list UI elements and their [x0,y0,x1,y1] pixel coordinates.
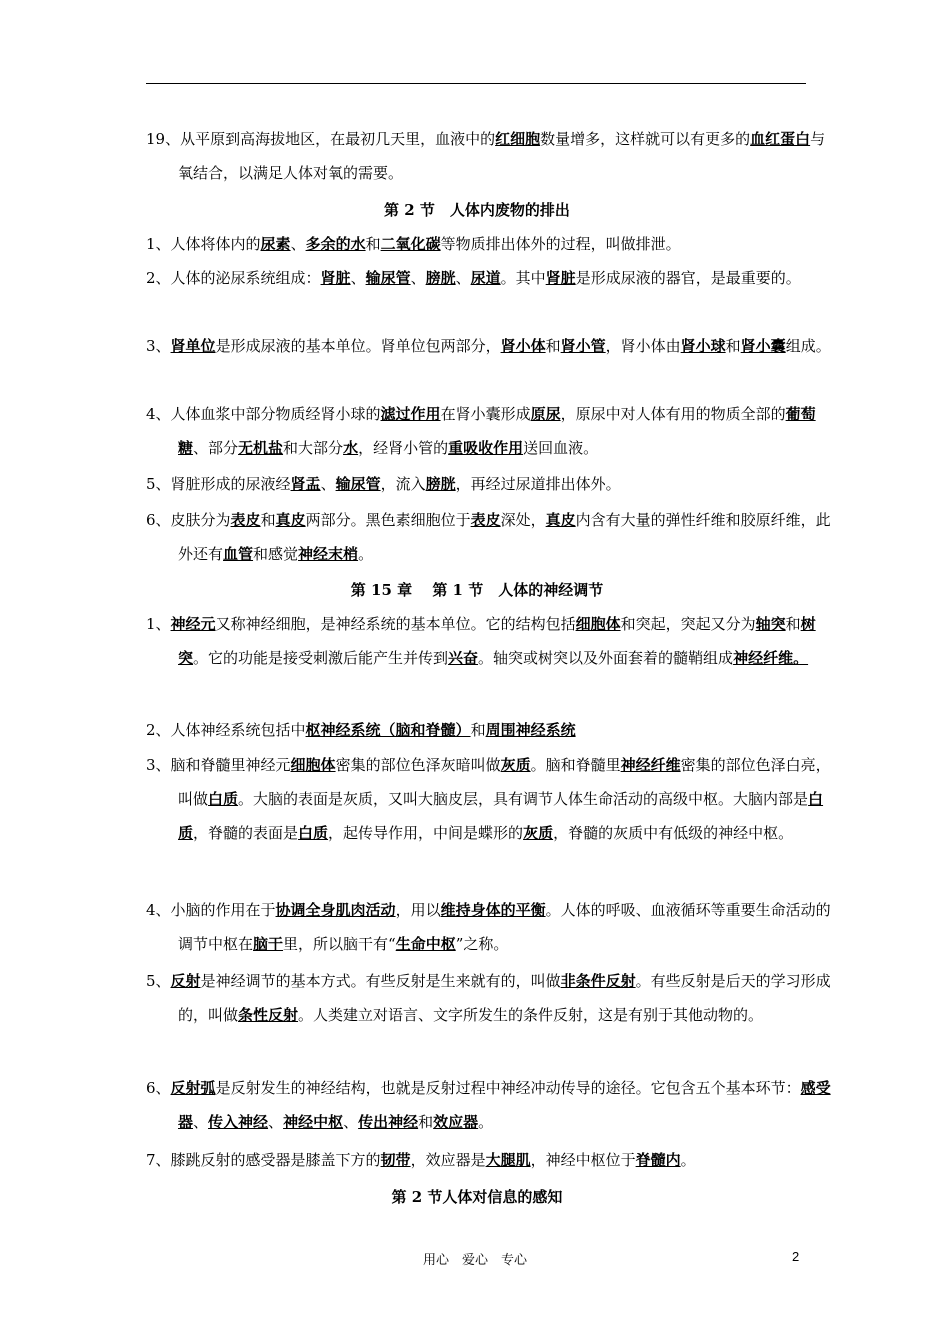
paragraph-text: ，经肾小管的 [358,439,449,457]
key-term: 肾盂 [290,475,321,493]
key-term: 水 [343,439,359,457]
key-term: 表皮 [470,511,501,529]
key-term: 灰质 [523,824,554,842]
key-term: 葡萄糖 [178,405,816,457]
paragraph-text: 又称神经细胞，是神经系统的基本单位。它的结构包括 [215,615,576,633]
paragraph-text: 1、 [146,615,171,633]
numbered-paragraph [146,893,840,961]
paragraph-text: 。 [478,1113,494,1131]
paragraph-text: 和大部分 [283,439,344,457]
paragraph-text: 和 [545,337,561,355]
paragraph-text: 1、人体将体内的 [146,235,261,253]
paragraph-text: ，效应器是 [410,1151,486,1169]
key-term: 兴奋 [448,649,479,667]
paragraph-text: 。 [680,1151,696,1169]
key-term: 尿素 [260,235,291,253]
numbered-paragraph [146,1071,840,1139]
paragraph-text: 4、人体血浆中部分物质经肾小球的 [146,405,381,423]
paragraph-text: ”之称。 [455,935,509,953]
key-term: 原尿 [530,405,561,423]
key-term: 肾脏 [545,269,576,287]
paragraph-text: 和 [785,615,801,633]
key-term: 白质 [208,790,239,808]
key-term: 输尿管 [335,475,381,493]
key-term: 大腿肌 [485,1151,531,1169]
paragraph-text: ，原尿中对人体有用的物质全部的 [560,405,786,423]
paragraph-text: 送回血液。 [523,439,599,457]
key-term: 神经纤维 [620,756,681,774]
key-term: 血红蛋白 [750,130,811,148]
paragraph-text: ，脊髓的表面是 [193,824,299,842]
key-term: 尿道 [470,269,501,287]
key-term: 无机盐 [238,439,284,457]
paragraph-text: 6、皮肤分为 [146,511,231,529]
key-term: 滤过作用 [380,405,441,423]
key-term: 条性反射 [238,1006,299,1024]
paragraph-text: 。有些反射是后天的学习形成的，叫做 [178,972,831,1024]
section-heading: 第 2 节 人体内废物的排出 [384,201,570,219]
paragraph-text: 是反射发生的神经结构，也就是反射过程中神经冲动传导的途径。它包含五个基本环节： [215,1079,801,1097]
key-term: 枢神经系统（脑和脊髓） [305,721,471,739]
key-term: 真皮 [275,511,306,529]
paragraph-text: 、 [320,475,336,493]
paragraph-text: 内含有大量的弹性纤维和胶原纤维，此外还有 [178,511,831,563]
key-term: 多余的水 [305,235,366,253]
paragraph-text: 5、 [146,972,171,990]
paragraph-text: 在肾小囊形成 [440,405,531,423]
paragraph-text: 是神经调节的基本方式。有些反射是生来就有的，叫做 [200,972,561,990]
section-heading: 第 2 节人体对信息的感知 [391,1188,563,1206]
paragraph-text: 数量增多，这样就可以有更多的 [540,130,751,148]
key-term: 树突 [178,615,816,667]
key-term: 肾小球 [680,337,726,355]
paragraph-text: 和 [365,235,381,253]
key-term: 膀胱 [425,475,456,493]
key-term: 周围神经系统 [485,721,576,739]
paragraph-text: 、 [290,235,306,253]
paragraph-text: ，脊髓的灰质中有低级的神经中枢。 [553,824,794,842]
paragraph-text: 3、脑和脊髓里神经元 [146,756,291,774]
key-term: 膀胱 [425,269,456,287]
paragraph-text: 等物质排出体外的过程，叫做排泄。 [440,235,681,253]
key-term: 生命中枢 [395,935,456,953]
paragraph-text: 和 [418,1113,434,1131]
key-term: 白质 [178,790,824,842]
key-term: 神经纤维。 [733,649,809,667]
page-number: 2 [792,1249,800,1264]
numbered-paragraph [146,713,840,747]
paragraph-text: 2、人体的泌尿系统组成： [146,269,321,287]
paragraph-text: 19、从平原到高海拔地区，在最初几天里，血液中的 [146,130,496,148]
numbered-paragraph [146,964,840,1032]
paragraph-text: 、 [343,1113,359,1131]
key-term: 肾小管 [560,337,606,355]
key-term: 重吸收作用 [448,439,524,457]
key-term: 感受器 [178,1079,831,1131]
paragraph-text: 。人类建立对语言、文字所发生的条件反射，这是有别于其他动物的。 [298,1006,764,1024]
key-term: 神经元 [170,615,216,633]
footer-motto: 用心 爱心 专心 [422,1253,527,1268]
paragraph-text: 5、肾脏形成的尿液经 [146,475,291,493]
key-term: 灰质 [500,756,531,774]
key-term: 脑干 [253,935,284,953]
key-term: 红细胞 [495,130,541,148]
key-term: 血管 [223,545,254,563]
numbered-paragraph [146,227,840,261]
paragraph-text: 密集的部位色泽灰暗叫做 [335,756,501,774]
key-term: 效应器 [433,1113,479,1131]
key-term: 协调全身肌肉活动 [275,901,396,919]
paragraph-text: 。它的功能是接受刺激后能产生并传到 [193,649,449,667]
paragraph-text: ，神经中枢位于 [530,1151,636,1169]
numbered-paragraph [146,329,840,363]
paragraph-text: 组成。 [785,337,831,355]
key-term: 轴突 [755,615,786,633]
paragraph-text: 3、 [146,337,171,355]
paragraph-text: 。人体的呼吸、血液循环等重要生命活动的调节中枢在 [178,901,831,953]
numbered-paragraph [146,503,840,571]
key-term: 传入神经 [208,1113,269,1131]
paragraph-text: 。其中 [500,269,546,287]
paragraph-text: 是形成尿液的基本单位。肾单位包两部分， [215,337,501,355]
key-term: 反射弧 [170,1079,216,1097]
numbered-paragraph [146,467,840,501]
paragraph-text: 密集的部位色泽白亮，叫做 [178,756,831,808]
numbered-paragraph [146,122,840,190]
paragraph-text: 。脑和脊髓里 [530,756,621,774]
key-term: 肾小囊 [740,337,786,355]
paragraph-text: 、 [455,269,471,287]
numbered-paragraph [146,261,840,295]
paragraph-text: 和突起，突起又分为 [620,615,756,633]
paragraph-text: ，用以 [395,901,441,919]
numbered-paragraph [146,748,840,850]
key-term: 肾单位 [170,337,216,355]
key-term: 细胞体 [290,756,336,774]
paragraph-text: 、 [193,1113,209,1131]
paragraph-text: 、 [410,269,426,287]
paragraph-text: 7、膝跳反射的感受器是膝盖下方的 [146,1151,381,1169]
paragraph-text: ，肾小体由 [605,337,681,355]
paragraph-text: 。轴突或树突以及外面套着的髓鞘组成 [478,649,734,667]
paragraph-text: 、部分 [193,439,239,457]
paragraph-text: 。 [358,545,374,563]
paragraph-text: 2、人体神经系统包括中 [146,721,306,739]
paragraph-text: 和 [470,721,486,739]
key-term: 神经中枢 [283,1113,344,1131]
header-rule [146,83,806,84]
key-term: 肾小体 [500,337,546,355]
numbered-paragraph [146,1143,840,1177]
key-term: 传出神经 [358,1113,419,1131]
key-term: 细胞体 [575,615,621,633]
paragraph-text: ，流入 [380,475,426,493]
paragraph-text: 里，所以脑干有“ [283,935,396,953]
numbered-paragraph [146,607,840,675]
key-term: 非条件反射 [560,972,636,990]
paragraph-text: 。大脑的表面是灰质，又叫大脑皮层，具有调节人体生命活动的高级中枢。大脑内部是 [238,790,809,808]
paragraph-text: 是形成尿液的器官，是最重要的。 [575,269,801,287]
paragraph-text: 和感觉 [253,545,299,563]
key-term: 二氧化碳 [380,235,441,253]
paragraph-text: 4、小脑的作用在于 [146,901,276,919]
paragraph-text: 两部分。黑色素细胞位于 [305,511,471,529]
paragraph-text: 深处， [500,511,546,529]
paragraph-text: 和 [260,511,276,529]
key-term: 表皮 [230,511,261,529]
numbered-paragraph [146,397,840,465]
paragraph-text: 、 [268,1113,284,1131]
key-term: 神经末梢 [298,545,359,563]
section-heading: 第 15 章 第 1 节 人体的神经调节 [350,581,604,599]
paragraph-text: 和 [725,337,741,355]
paragraph-text: ，起传导作用，中间是蝶形的 [328,824,524,842]
paragraph-text: 与氧结合，以满足人体对氧的需要。 [178,130,826,182]
key-term: 白质 [298,824,329,842]
key-term: 维持身体的平衡 [440,901,546,919]
key-term: 反射 [170,972,201,990]
key-term: 真皮 [545,511,576,529]
key-term: 肾脏 [320,269,351,287]
paragraph-text: 6、 [146,1079,171,1097]
key-term: 韧带 [380,1151,411,1169]
key-term: 脊髓内 [635,1151,681,1169]
paragraph-text: 、 [350,269,366,287]
paragraph-text: ，再经过尿道排出体外。 [455,475,621,493]
key-term: 输尿管 [365,269,411,287]
